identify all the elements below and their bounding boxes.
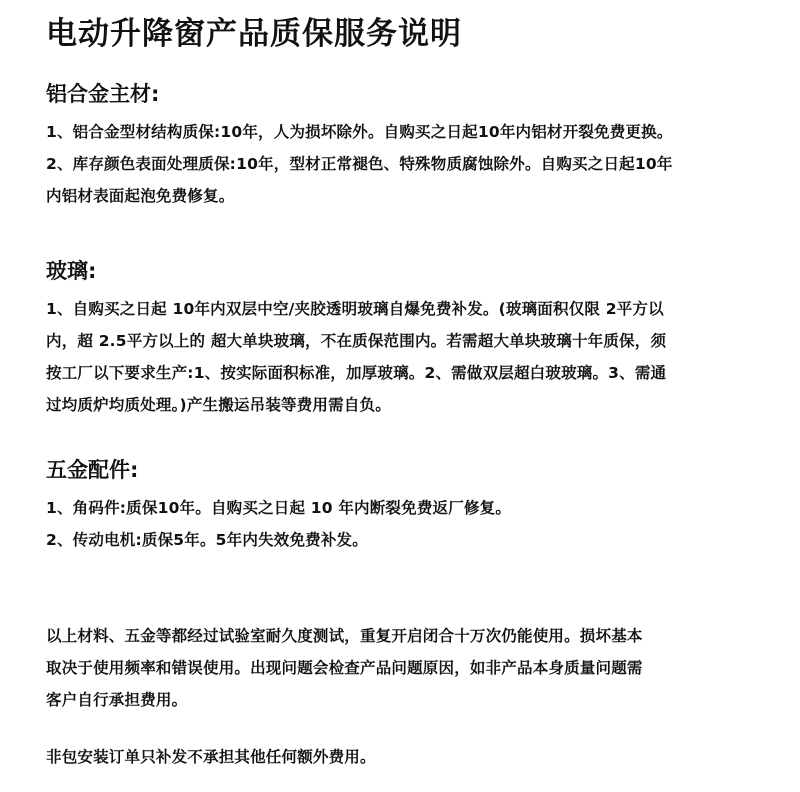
paragraph-line: 内，超 2.5平方以上的 超大单块玻璃，不在质保范围内。若需超大单块玻璃十年质保，须 <box>46 332 667 350</box>
section-body-aluminum <box>46 116 776 212</box>
paragraph-line: 以上材料、五金等都经过试验室耐久度测试，重复开启闭合十万次仍能使用。损坏基本 <box>46 627 643 645</box>
paragraph-line: 1、铝合金型材结构质保:10年，人为损坏除外。自购买之日起10年内铝材开裂免费更换。 <box>46 123 673 141</box>
paragraph-line: 按工厂以下要求生产:1、按实际面积标准，加厚玻璃。2、需做双层超白玻玻璃。3、需通 <box>46 364 667 382</box>
note-installation <box>46 741 776 773</box>
note-durability <box>46 620 776 716</box>
paragraph-line: 内铝材表面起泡免费修复。 <box>46 187 235 205</box>
paragraph-line: 1、角码件:质保10年。自购买之日起 10 年内断裂免费返厂修复。 <box>46 499 512 517</box>
section-heading-aluminum: 铝合金主材: <box>46 82 160 106</box>
section-heading-hardware: 五金配件: <box>46 458 139 482</box>
section-body-hardware <box>46 492 776 556</box>
paragraph-line: 过均质炉均质处理。)产生搬运吊装等费用需自负。 <box>46 396 391 414</box>
paragraph-line: 非包安装订单只补发不承担其他任何额外费用。 <box>46 748 376 766</box>
section-heading-glass: 玻璃: <box>46 259 97 283</box>
section-body-glass <box>46 293 776 421</box>
paragraph-line: 客户自行承担费用。 <box>46 691 188 709</box>
page-title: 电动升降窗产品质保服务说明 <box>46 16 462 52</box>
paragraph-line: 2、库存颜色表面处理质保:10年，型材正常褪色、特殊物质腐蚀除外。自购买之日起10年 <box>46 155 673 173</box>
paragraph-line: 取决于使用频率和错误使用。出现问题会检查产品问题原因，如非产品本身质量问题需 <box>46 659 643 677</box>
paragraph-line: 1、自购买之日起 10年内双层中空/夹胶透明玻璃自爆免费补发。(玻璃面积仅限 2平方以 <box>46 300 664 318</box>
paragraph-line: 2、传动电机:质保5年。5年内失效免费补发。 <box>46 531 368 549</box>
